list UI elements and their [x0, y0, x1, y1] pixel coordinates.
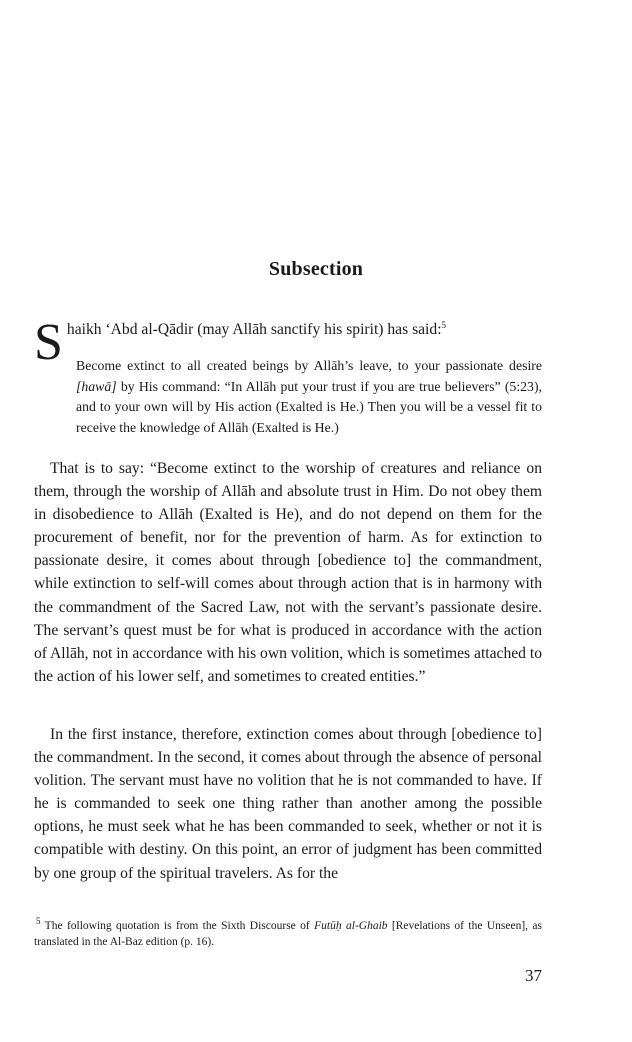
- footnote-text-start: The following quotation is from the Sixth Discourse of: [40, 920, 315, 932]
- opening-text: haikh ‘Abd al-Qādir (may Allāh sanctify his spirit) has said:: [66, 321, 442, 338]
- quote-italic-term: [hawā]: [76, 378, 117, 394]
- footnote: [34, 918, 542, 950]
- section-heading: Subsection: [268, 258, 364, 280]
- drop-cap: S: [34, 314, 63, 371]
- quote-text-start: Become extinct to all created beings by Allāh’s leave, to your passionate desire: [76, 358, 542, 373]
- footnote-text-end: [Revelations of the Unseen], as translated in the Al-Baz edition (p. 16).: [34, 920, 542, 948]
- block-quote: [76, 356, 542, 438]
- paragraph: That is to say: “Become extinct to the worship of creatures and reliance on them, through the worship of Allāh and absolute trust in Him. Do not obey them in disobedience to Allāh (Exalted is He), and do not depend on them for the procurement of benefit, nor for the prevention of harm. As for extinction to passionate desire, it comes about through [obedience to] the commandment, while extinction to self-will comes about through action that is in harmony with the commandment of the Sacred Law, not with the servant’s passionate desire. The servant’s quest must be for what is produced in accordance with the action of Allāh, not in accordance with his own volition, which is sometimes attached to the action of his lower self, and sometimes to created entities.”: [34, 460, 542, 685]
- page-number: 37: [525, 966, 542, 985]
- footnote-reference: 5: [441, 319, 447, 330]
- quote-text-end: by His command: “In Allāh put your trust if you are true believers” (5:23), and to your own will by His action (Exalted is He.) Then you will be a vessel fit to receive the knowledge of Allāh (Exalted is He.): [76, 378, 542, 435]
- footnote-italic-title: Futūḥ al-Ghaib: [314, 920, 388, 932]
- paragraph: In the first instance, therefore, extinction comes about through [obedience to] the commandment. In the second, it comes about through the absence of personal volition. The servant must have no volition that he is not commanded to have. If he is commanded to seek one thing rather than another among the possible options, he must seek what he has been commanded to seek, whether or not it is compatible with destiny. On this point, an error of judgment has been committed by one group of the spiritual travelers. As for the: [34, 726, 542, 882]
- footnote-number: 5: [36, 916, 41, 927]
